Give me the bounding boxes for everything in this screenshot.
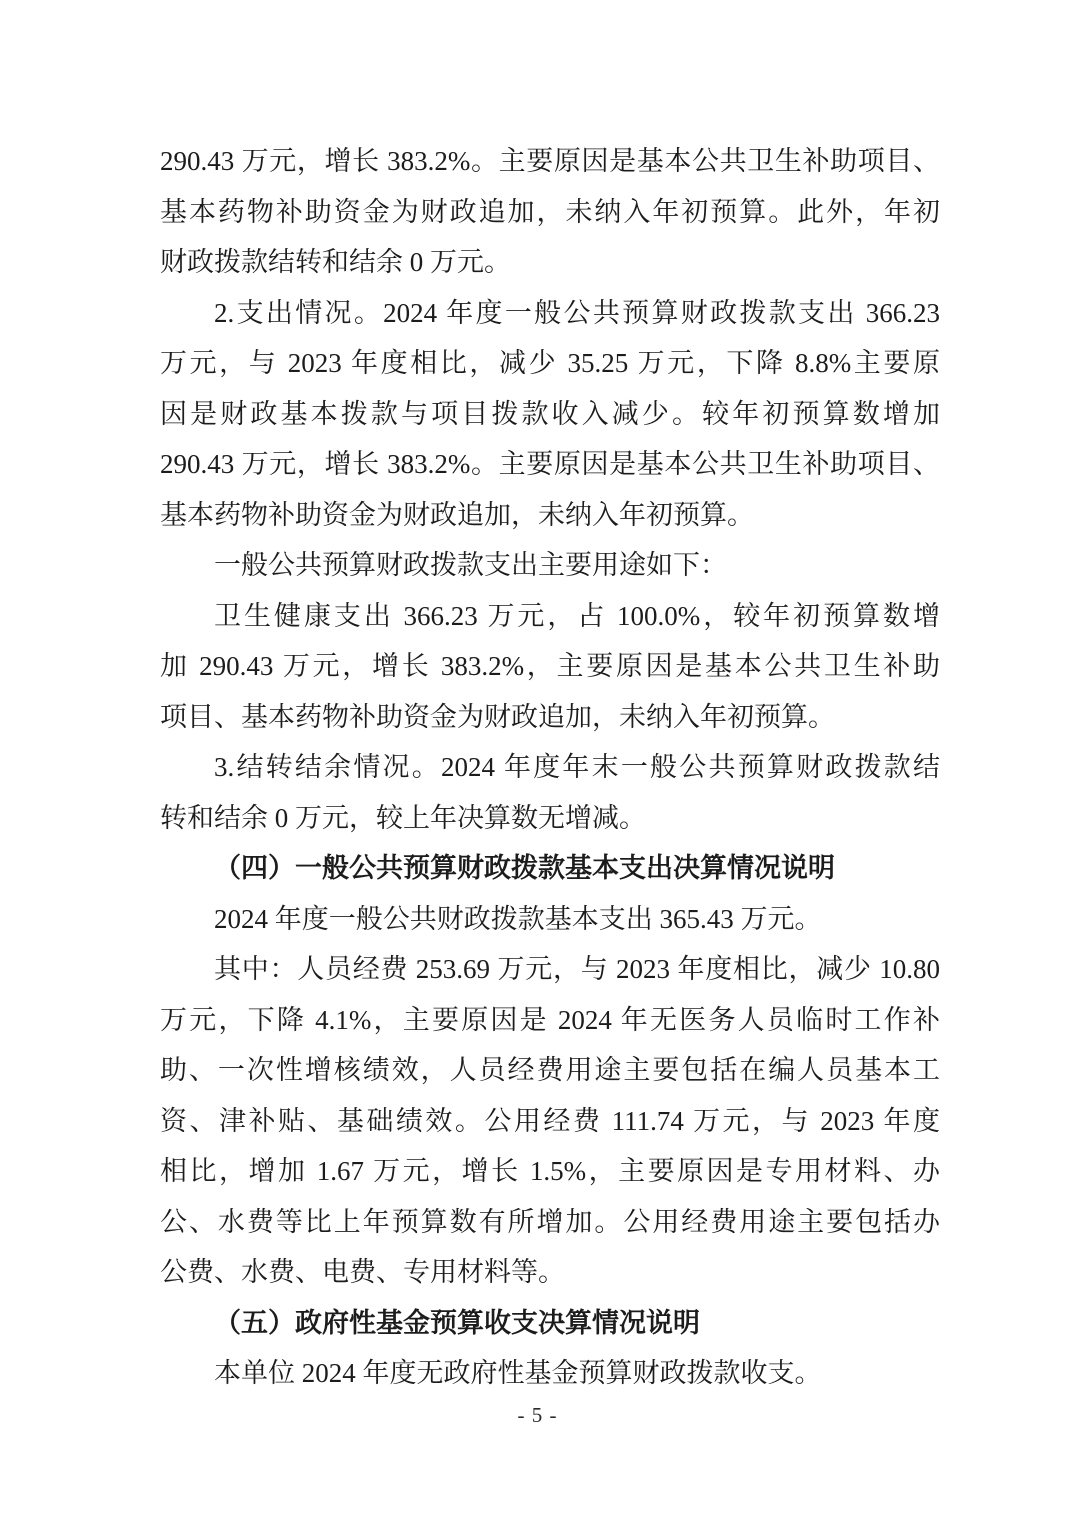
section-heading-4: （四）一般公共预算财政拨款基本支出决算情况说明 bbox=[214, 853, 835, 883]
text-line: 万元，与 2023 年度相比，减少 35.25 万元，下降 8.8%主要原 bbox=[160, 348, 940, 378]
text-line: 项目、基本药物补助资金为财政追加，未纳入年初预算。 bbox=[160, 701, 835, 732]
text-line: 一般公共预算财政拨款支出主要用途如下： bbox=[214, 550, 727, 580]
text-line: 2.支出情况。2024 年度一般公共预算财政拨款支出 366.23 bbox=[214, 297, 940, 328]
text-line: 本单位 2024 年度无政府性基金预算财政拨款收支。 bbox=[214, 1358, 822, 1388]
text-line: 财政拨款结转和结余 0 万元。 bbox=[160, 247, 511, 277]
page-number: - 5 - bbox=[517, 1403, 558, 1427]
section-heading-5: （五）政府性基金预算收支决算情况说明 bbox=[214, 1307, 700, 1338]
text-line: 290.43 万元，增长 383.2%。主要原因是基本公共卫生补助项目、 bbox=[160, 146, 940, 176]
text-line: 万元，下降 4.1%，主要原因是 2024 年无医务人员临时工作补 bbox=[160, 1004, 940, 1035]
text-line: 转和结余 0 万元，较上年决算数无增减。 bbox=[160, 802, 646, 833]
text-line: 资、津补贴、基础绩效。公用经费 111.74 万元，与 2023 年度 bbox=[160, 1105, 940, 1136]
text-line: 其中：人员经费 253.69 万元，与 2023 年度相比，减少 10.80 bbox=[214, 954, 940, 984]
text-line: 2024 年度一般公共财政拨款基本支出 365.43 万元。 bbox=[214, 903, 822, 934]
text-line: 290.43 万元，增长 383.2%。主要原因是基本公共卫生补助项目、 bbox=[160, 449, 940, 479]
document-body bbox=[160, 136, 940, 1399]
text-line: 相比，增加 1.67 万元，增长 1.5%，主要原因是专用材料、办 bbox=[160, 1156, 940, 1186]
text-line: 公费、水费、电费、专用材料等。 bbox=[160, 1257, 565, 1287]
text-line: 3.结转结余情况。2024 年度年末一般公共预算财政拨款结 bbox=[214, 752, 940, 782]
text-line: 助、一次性增核绩效，人员经费用途主要包括在编人员基本工 bbox=[160, 1055, 940, 1085]
text-line: 卫生健康支出 366.23 万元，占 100.0%，较年初预算数增 bbox=[214, 600, 940, 631]
text-line: 基本药物补助资金为财政追加，未纳入年初预算。此外，年初 bbox=[160, 196, 940, 227]
text-line: 加 290.43 万元，增长 383.2%，主要原因是基本公共卫生补助 bbox=[160, 651, 940, 681]
text-line: 公、水费等比上年预算数有所增加。公用经费用途主要包括办 bbox=[160, 1206, 940, 1237]
text-line: 基本药物补助资金为财政追加，未纳入年初预算。 bbox=[160, 499, 754, 530]
text-line: 因是财政基本拨款与项目拨款收入减少。较年初预算数增加 bbox=[160, 398, 940, 429]
